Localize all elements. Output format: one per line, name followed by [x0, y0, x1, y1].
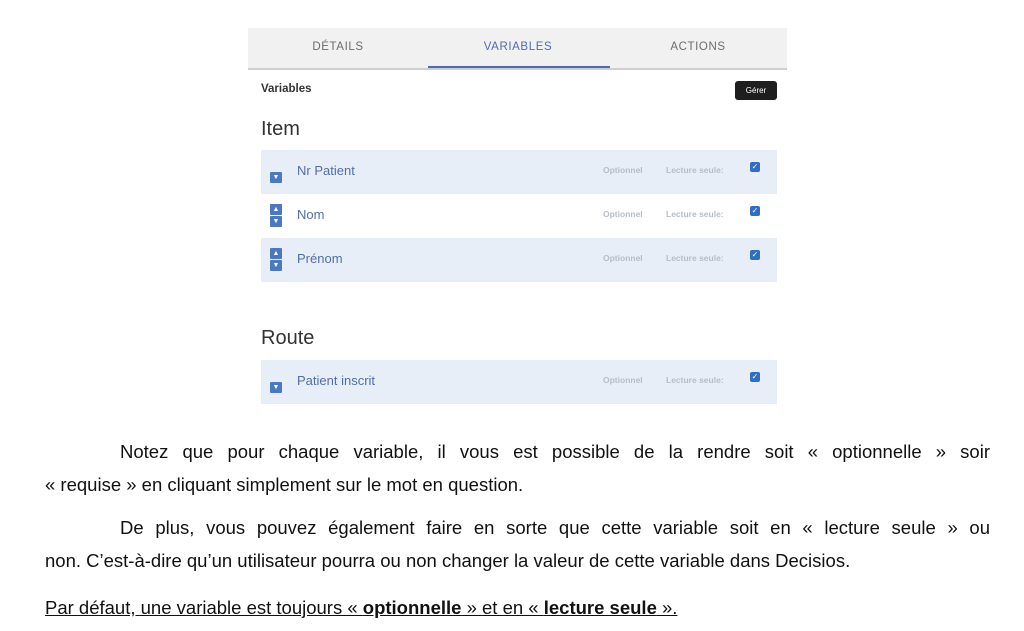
paragraph-line: De plus, vous pouvez également faire en sorte que cette variable soit en « lecture seule » ou: [120, 517, 990, 538]
variables-heading: Variables: [261, 83, 312, 95]
readonly-label: Lecture seule:: [666, 165, 724, 175]
default-optional-bold: optionnelle: [362, 597, 462, 618]
variable-row: [261, 360, 777, 404]
default-text: Par défaut, une variable est toujours «: [45, 597, 363, 618]
move-down-icon[interactable]: ▼: [270, 260, 282, 271]
paragraph-line: [45, 597, 677, 619]
move-up-icon[interactable]: ▲: [270, 204, 282, 215]
move-down-icon[interactable]: ▼: [270, 172, 282, 183]
readonly-label: Lecture seule:: [666, 253, 724, 263]
move-down-icon[interactable]: ▼: [270, 382, 282, 393]
paragraph-optional-required: [45, 441, 990, 501]
readonly-checkbox[interactable]: ✓: [751, 250, 759, 259]
readonly-label: Lecture seule:: [666, 209, 724, 219]
variable-name: Prénom: [297, 251, 343, 266]
readonly-checkbox[interactable]: ✓: [751, 162, 759, 171]
variable-row: [261, 238, 777, 282]
optional-toggle[interactable]: Optionnel: [603, 253, 643, 263]
move-down-icon[interactable]: ▼: [270, 216, 282, 227]
readonly-checkbox[interactable]: ✓: [751, 206, 759, 215]
optional-toggle[interactable]: Optionnel: [603, 165, 643, 175]
optional-toggle[interactable]: Optionnel: [603, 375, 643, 385]
group-title-item: Item: [261, 118, 300, 140]
tab-variables[interactable]: VARIABLES: [483, 41, 553, 53]
paragraph-line: non. C’est-à-dire qu’un utilisateur pourra ou non changer la valeur de cette variable dans Decisios.: [45, 550, 851, 571]
move-up-icon[interactable]: ▲: [270, 248, 282, 259]
readonly-checkbox[interactable]: ✓: [751, 372, 759, 381]
tab-details[interactable]: DÉTAILS: [312, 41, 364, 53]
default-readonly-bold: lecture seule: [543, 597, 657, 618]
variable-name: Patient inscrit: [297, 373, 376, 388]
tab-bar: [248, 28, 787, 70]
paragraph-line: « requise » en cliquant simplement sur le mot en question.: [45, 474, 524, 495]
variable-name: Nr Patient: [297, 163, 355, 178]
paragraph-readonly: [45, 517, 990, 577]
paragraph-line: Notez que pour chaque variable, il vous est possible de la rendre soit « optionnelle » soir: [120, 441, 990, 462]
variable-row: [261, 150, 777, 194]
default-text: ».: [656, 597, 678, 618]
variable-row: [261, 194, 777, 238]
manage-button[interactable]: Gérer: [735, 81, 777, 100]
variable-name: Nom: [297, 207, 325, 222]
tab-actions[interactable]: ACTIONS: [670, 41, 726, 53]
optional-toggle[interactable]: Optionnel: [603, 209, 643, 219]
active-tab-indicator: [428, 66, 610, 68]
variables-panel: [248, 28, 787, 408]
paragraph-default: [45, 597, 990, 623]
readonly-label: Lecture seule:: [666, 375, 724, 385]
default-text: » et en «: [461, 597, 544, 618]
group-title-route: Route: [261, 327, 315, 349]
